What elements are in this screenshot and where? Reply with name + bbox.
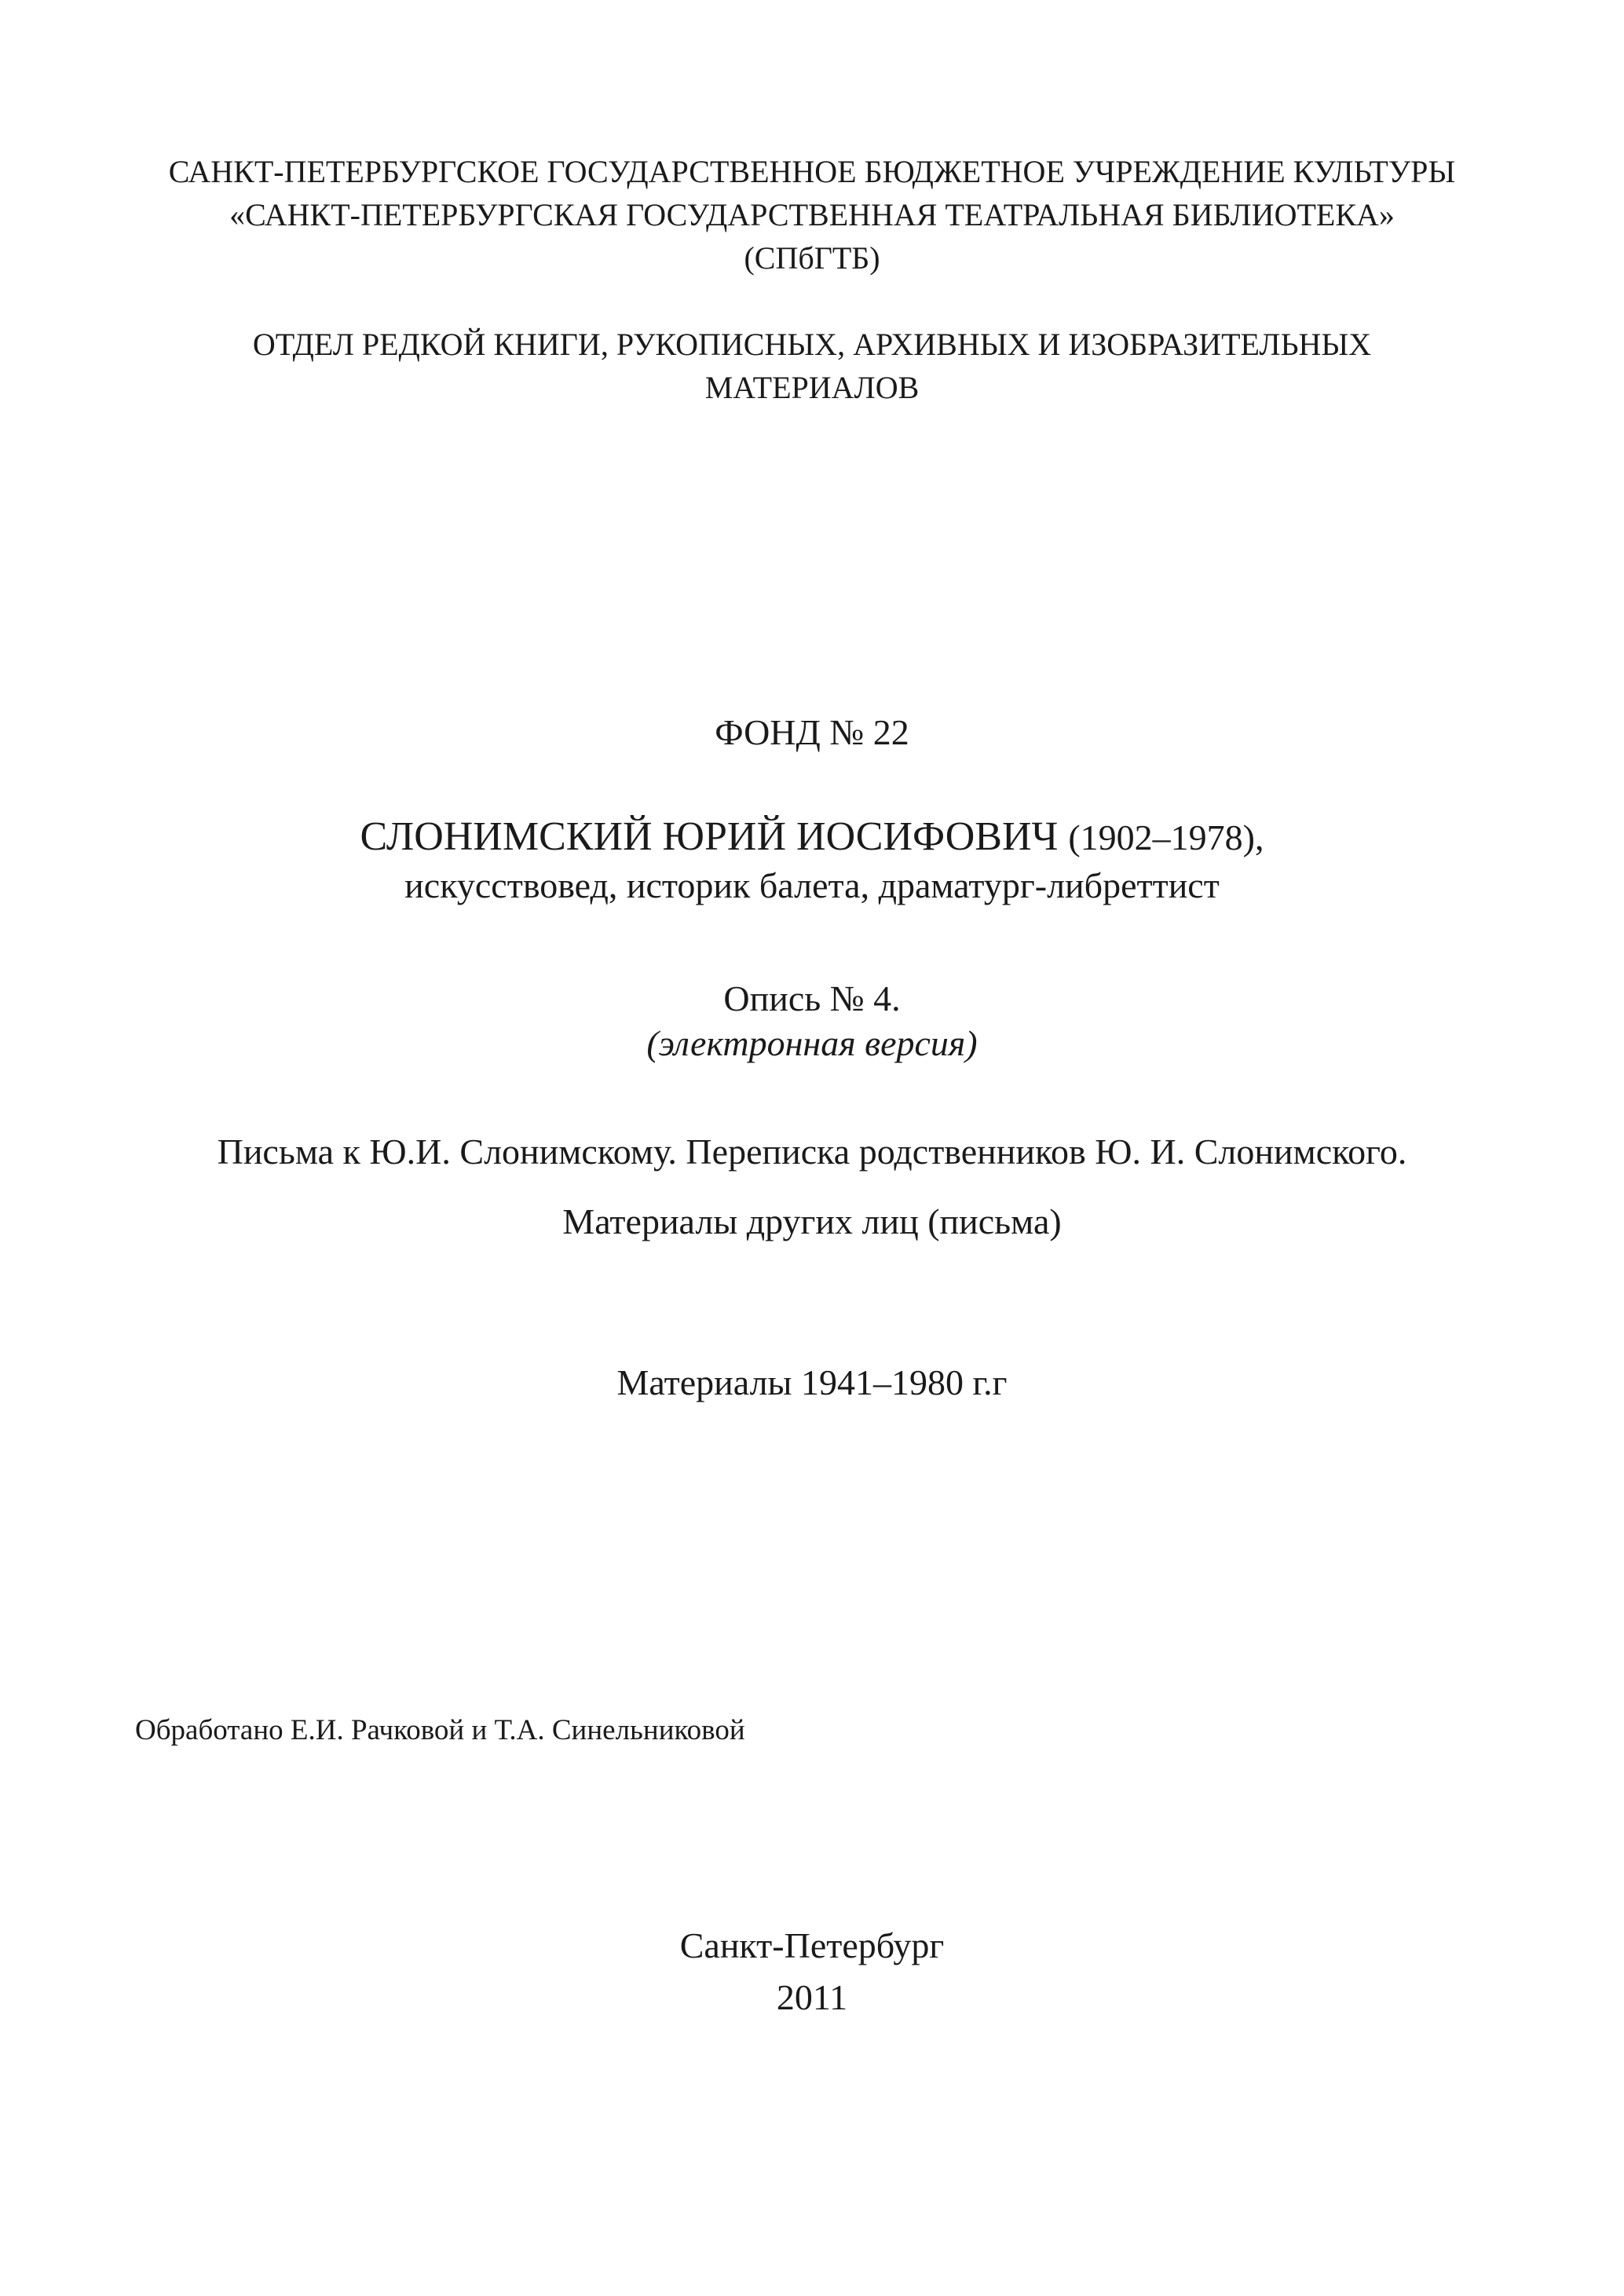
publication-city: Санкт-Петербург bbox=[679, 1925, 945, 1965]
inventory-contents-line-1: Письма к Ю.И. Слонимскому. Переписка родственников Ю. И. Слонимского. bbox=[217, 1132, 1407, 1172]
materials-date-range: Материалы 1941–1980 г.г bbox=[616, 1362, 1008, 1402]
inventory-version: (электронная версия) bbox=[646, 1023, 978, 1063]
person-name: СЛОНИМСКИЙ ЮРИЙ ИОСИФОВИЧ bbox=[360, 814, 1059, 859]
institution-name-line-2: «САНКТ-ПЕТЕРБУРГСКАЯ ГОСУДАРСТВЕННАЯ ТЕАТРАЛЬНАЯ БИБЛИОТЕКА» bbox=[229, 197, 1395, 232]
department-name-line-1: ОТДЕЛ РЕДКОЙ КНИГИ, РУКОПИСНЫХ, АРХИВНЫХ И ИЗОБРАЗИТЕЛЬНЫХ bbox=[252, 327, 1372, 362]
publication-year: 2011 bbox=[776, 1977, 848, 2017]
inventory-contents-line-2: Материалы других лиц (письма) bbox=[562, 1201, 1062, 1241]
fond-number: ФОНД № 22 bbox=[715, 712, 909, 752]
person-heading bbox=[0, 813, 1624, 861]
person-years: (1902–1978), bbox=[1068, 817, 1264, 857]
inventory-title: Опись № 4. bbox=[723, 978, 901, 1018]
institution-abbreviation: (СПбГТБ) bbox=[744, 240, 880, 276]
institution-name-line-1: САНКТ-ПЕТЕРБУРГСКОЕ ГОСУДАРСТВЕННОЕ БЮДЖЕТНОЕ УЧРЕЖДЕНИЕ КУЛЬТУРЫ bbox=[168, 154, 1456, 189]
department-name-line-2: МАТЕРИАЛОВ bbox=[704, 370, 920, 405]
person-description: искусствовед, историк балета, драматург-либреттист bbox=[404, 865, 1220, 905]
processed-by-credit: Обработано Е.И. Рачковой и Т.А. Синельниковой bbox=[135, 1714, 745, 1746]
